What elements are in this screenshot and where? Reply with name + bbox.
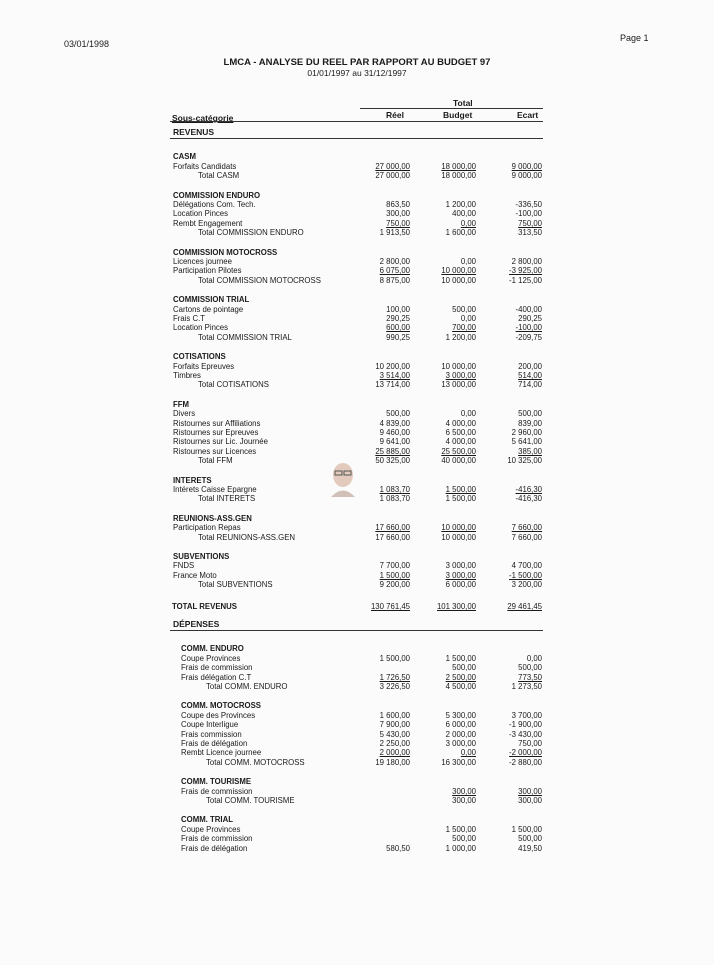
- cell-budget: 1 600,00: [445, 228, 476, 238]
- cell-real: 25 885,00: [375, 446, 410, 456]
- cell-real: 17 660,00: [375, 523, 410, 533]
- cell-budget: 1 500,00: [445, 485, 476, 494]
- cell-budget: 3 000,00: [445, 739, 476, 748]
- row-label: Total INTERETS: [198, 494, 256, 504]
- cell-real: 6 075,00: [379, 266, 410, 276]
- cell-budget: 1 500,00: [445, 653, 476, 663]
- cell-real: 1 726,50: [379, 672, 410, 682]
- cell-budget: 500,00: [452, 834, 476, 844]
- cell-real: 580,50: [386, 843, 410, 853]
- cell-budget: 18 000,00: [441, 171, 476, 181]
- cell-gap: -3 430,00: [509, 729, 542, 739]
- cell-real: 2 250,00: [379, 739, 410, 748]
- cell-budget: 10 000,00: [441, 361, 476, 371]
- row-label: Frais de commission: [181, 834, 253, 844]
- cell-gap: 500,00: [518, 834, 542, 844]
- cell-budget: 10 000,00: [441, 266, 476, 276]
- cell-real: 9 200,00: [379, 580, 410, 590]
- grand-row: [0, 602, 714, 612]
- header-real: Réel: [386, 110, 404, 120]
- cell-gap: 1 500,00: [511, 824, 542, 834]
- cell-budget: 13 000,00: [441, 380, 476, 390]
- cell-real: 1 500,00: [379, 653, 410, 663]
- row-label: Frais de délégation: [181, 843, 248, 853]
- cell-budget: 2 500,00: [445, 672, 476, 682]
- cell-gap: 773,50: [518, 672, 542, 682]
- cell-real: 2 000,00: [379, 748, 410, 758]
- cell-real: 863,50: [386, 200, 410, 209]
- cell-budget: 0,00: [460, 314, 476, 323]
- row-label: Frais de commission: [181, 786, 253, 796]
- cell-budget: 0,00: [460, 218, 476, 228]
- cell-budget: 3 000,00: [445, 570, 476, 580]
- row-label: Total REUNIONS-ASS.GEN: [198, 532, 296, 542]
- cell-real: 290,25: [386, 314, 410, 323]
- cell-real: 990,25: [386, 332, 410, 342]
- row-label: Coupe Provinces: [181, 653, 241, 663]
- row-label: Participation Repas: [173, 523, 241, 533]
- cell-gap: 7 660,00: [511, 532, 542, 542]
- cell-budget: 101 300,00: [436, 601, 476, 611]
- cell-budget: 4 000,00: [445, 437, 476, 447]
- cell-budget: 4 500,00: [445, 682, 476, 691]
- cell-real: 7 900,00: [379, 720, 410, 730]
- cell-real: 130 761,45: [370, 601, 410, 611]
- portrait-stamp-icon: [326, 460, 360, 498]
- row-label: Coupe Provinces: [181, 824, 241, 834]
- row-label: Frais délégation C.T: [181, 672, 252, 682]
- cell-real: 4 839,00: [379, 418, 410, 428]
- cell-real: 27 000,00: [375, 161, 410, 171]
- row-label: Total COMM. ENDURO: [206, 682, 288, 691]
- cell-real: 1 913,50: [379, 228, 410, 238]
- row-label: COMM. ENDURO: [181, 644, 244, 654]
- row-label: Frais de commission: [181, 663, 253, 673]
- cell-real: 5 430,00: [379, 729, 410, 739]
- cell-budget: 10 000,00: [441, 523, 476, 533]
- cell-gap: 200,00: [518, 361, 542, 371]
- row-label: COMM. TRIAL: [181, 815, 233, 825]
- cell-gap: -1 125,00: [509, 275, 542, 285]
- cell-budget: 10 000,00: [441, 275, 476, 285]
- total-row: [0, 533, 714, 543]
- row-label: SUBVENTIONS: [173, 552, 230, 561]
- section-rule: [170, 630, 543, 631]
- row-label: Location Pinces: [173, 323, 229, 333]
- total-column-group: Total: [453, 98, 473, 108]
- total-row: [0, 796, 714, 806]
- header-rule: [170, 121, 543, 122]
- total-row: [0, 228, 714, 238]
- cell-budget: 0,00: [460, 748, 476, 758]
- cell-gap: 7 660,00: [511, 523, 542, 533]
- cell-gap: 9 000,00: [511, 161, 542, 171]
- row-label: Frais commission: [181, 729, 242, 739]
- total-row: [0, 333, 714, 343]
- cell-gap: 750,00: [518, 739, 542, 748]
- row-label: Total FFM: [198, 456, 233, 466]
- cell-budget: 6 000,00: [445, 580, 476, 590]
- cell-gap: 839,00: [518, 418, 542, 428]
- cell-real: 3 514,00: [379, 371, 410, 380]
- cell-budget: 1 500,00: [445, 494, 476, 504]
- cell-real: 2 800,00: [379, 257, 410, 266]
- row-label: REUNIONS-ASS.GEN: [173, 513, 252, 523]
- row-label: Total COTISATIONS: [198, 380, 269, 390]
- cell-gap: 9 000,00: [511, 171, 542, 181]
- row-label: COMMISSION TRIAL: [173, 295, 250, 305]
- cell-real: 27 000,00: [375, 171, 410, 181]
- row-label: DÉPENSES: [173, 619, 220, 629]
- row-label: Total COMMISSION TRIAL: [198, 332, 292, 342]
- header-gap: Ecart: [517, 110, 539, 120]
- cell-gap: -1 500,00: [509, 570, 542, 580]
- cell-gap: -416,30: [515, 494, 542, 504]
- cell-gap: 750,00: [518, 218, 542, 228]
- cell-real: 1 500,00: [379, 570, 410, 580]
- cell-budget: 1 000,00: [445, 843, 476, 853]
- cell-budget: 3 000,00: [445, 561, 476, 571]
- row-label: Timbres: [173, 371, 201, 380]
- cell-gap: 10 325,00: [507, 456, 542, 466]
- cell-budget: 18 000,00: [441, 161, 476, 171]
- cell-gap: 385,00: [518, 446, 542, 456]
- total-row: [0, 380, 714, 390]
- cell-budget: 1 500,00: [445, 824, 476, 834]
- cell-budget: 6 000,00: [445, 720, 476, 730]
- cell-real: 50 325,00: [375, 456, 410, 466]
- row-label: Coupe des Provinces: [181, 710, 256, 720]
- row-label: Frais de délégation: [181, 739, 248, 748]
- row-label: Ristournes sur Lic. Journée: [173, 437, 268, 447]
- cell-gap: 3 200,00: [511, 580, 542, 590]
- cell-gap: -100,00: [515, 209, 542, 219]
- row-label: COMM. MOTOCROSS: [181, 701, 261, 711]
- cell-real: 100,00: [386, 304, 410, 314]
- row-label: COTISATIONS: [173, 352, 226, 362]
- row-label: Ristournes sur Affiliations: [173, 418, 261, 428]
- cell-real: 300,00: [386, 209, 410, 219]
- cell-gap: 4 700,00: [511, 561, 542, 571]
- cell-gap: -209,75: [515, 332, 542, 342]
- cell-budget: 4 000,00: [445, 418, 476, 428]
- cell-gap: 1 273,50: [511, 682, 542, 691]
- cell-real: 750,00: [386, 218, 410, 228]
- cell-budget: 40 000,00: [441, 456, 476, 466]
- report-period: 01/01/1997 au 31/12/1997: [307, 68, 407, 78]
- cell-real: 9 460,00: [379, 428, 410, 437]
- row-label: REVENUS: [173, 127, 215, 137]
- cell-gap: 500,00: [518, 663, 542, 673]
- row-label: COMM. TOURISME: [181, 777, 252, 787]
- cell-gap: 419,50: [518, 843, 542, 853]
- cell-budget: 3 000,00: [445, 371, 476, 380]
- row-label: Ristournes sur Licences: [173, 446, 257, 456]
- row-label: Divers: [173, 409, 196, 419]
- row-label: Total CASM: [198, 171, 240, 181]
- cell-real: 1 600,00: [379, 710, 410, 720]
- header-budget: Budget: [443, 110, 473, 120]
- print-date: 03/01/1998: [64, 39, 110, 49]
- cell-real: 13 714,00: [375, 380, 410, 390]
- total-row: [0, 171, 714, 181]
- cell-gap: 0,00: [526, 653, 542, 663]
- cell-gap: -3 925,00: [509, 266, 542, 276]
- cell-real: 8 875,00: [379, 275, 410, 285]
- cell-budget: 2 000,00: [445, 729, 476, 739]
- report-title: LMCA - ANALYSE DU REEL PAR RAPPORT AU BUDGET 97: [223, 57, 491, 68]
- row-label: Total SUBVENTIONS: [198, 580, 273, 590]
- cell-budget: 5 300,00: [445, 710, 476, 720]
- cell-real: 9 641,00: [379, 437, 410, 447]
- cell-gap: 300,00: [518, 796, 542, 805]
- cell-budget: 6 500,00: [445, 428, 476, 437]
- row-label: COMMISSION ENDURO: [173, 190, 261, 200]
- row-label: FFM: [173, 399, 190, 409]
- cell-gap: -400,00: [515, 304, 542, 314]
- row-label: Total COMMISSION MOTOCROSS: [198, 275, 321, 285]
- section-rule: [170, 138, 543, 139]
- cell-gap: -2 000,00: [509, 748, 542, 758]
- cell-budget: 300,00: [452, 786, 476, 796]
- cell-budget: 300,00: [452, 796, 476, 805]
- row-label: Licences journee: [173, 257, 232, 266]
- cell-gap: 5 641,00: [511, 437, 542, 447]
- cell-gap: 29 461,45: [507, 601, 542, 611]
- row-label: Intérets Caisse Epargne: [173, 485, 257, 494]
- cell-budget: 25 500,00: [441, 446, 476, 456]
- row-label: Total COMM. TOURISME: [206, 796, 295, 805]
- cell-real: 10 200,00: [375, 361, 410, 371]
- row-label: Cartons de pointage: [173, 304, 244, 314]
- total-group-rule: [360, 108, 543, 109]
- row-label: France Moto: [173, 570, 217, 580]
- cell-gap: -336,50: [515, 200, 542, 209]
- cell-real: 600,00: [386, 323, 410, 333]
- cell-budget: 500,00: [452, 663, 476, 673]
- cell-gap: 3 700,00: [511, 710, 542, 720]
- cell-real: 3 226,50: [379, 682, 410, 691]
- cell-gap: 2 800,00: [511, 257, 542, 266]
- header-category: Sous-catégorie: [172, 113, 234, 123]
- row-label: Participation Pilotes: [173, 266, 242, 276]
- row-label: Coupe Interligue: [181, 720, 239, 730]
- cell-budget: 500,00: [452, 304, 476, 314]
- section-row: [0, 619, 714, 629]
- cell-budget: 1 200,00: [445, 332, 476, 342]
- row-label: Total COMMISSION ENDURO: [198, 228, 304, 238]
- cell-gap: 300,00: [518, 786, 542, 796]
- cell-real: 500,00: [386, 409, 410, 419]
- row-label: Ristournes sur Epreuves: [173, 428, 259, 437]
- row-label: CASM: [173, 152, 196, 162]
- total-row: [0, 580, 714, 590]
- total-row: [0, 758, 714, 768]
- cell-budget: 0,00: [460, 257, 476, 266]
- row-label: FNDS: [173, 561, 195, 571]
- cell-real: 19 180,00: [375, 757, 410, 767]
- cell-gap: 290,25: [518, 314, 542, 323]
- cell-gap: -100,00: [515, 323, 542, 333]
- cell-gap: 2 960,00: [511, 428, 542, 437]
- row-label: Délégations Com. Tech.: [173, 200, 256, 209]
- cell-gap: 514,00: [518, 371, 542, 380]
- cell-real: 1 083,70: [379, 494, 410, 504]
- row-label: Total COMM. MOTOCROSS: [206, 757, 305, 767]
- cell-real: 7 700,00: [379, 561, 410, 571]
- row-label: Location Pinces: [173, 209, 229, 219]
- cell-budget: 10 000,00: [441, 532, 476, 542]
- cell-gap: 714,00: [518, 380, 542, 390]
- row-label: Forfaits Candidats: [173, 161, 237, 171]
- total-row: [0, 276, 714, 286]
- cell-real: 1 083,70: [379, 485, 410, 494]
- cell-budget: 16 300,00: [441, 757, 476, 767]
- section-row: [0, 127, 714, 137]
- row-label: TOTAL REVENUS: [172, 601, 237, 611]
- cell-gap: 313,50: [518, 228, 542, 238]
- total-row: [0, 682, 714, 692]
- cell-gap: -1 900,00: [509, 720, 542, 730]
- row-label: Frais C.T: [173, 314, 206, 323]
- row-label: Forfaits Epreuves: [173, 361, 235, 371]
- cell-gap: -416,30: [515, 485, 542, 494]
- row-label: Rembt Engagement: [173, 218, 243, 228]
- cell-budget: 700,00: [452, 323, 476, 333]
- cell-budget: 1 200,00: [445, 200, 476, 209]
- cell-gap: 500,00: [518, 409, 542, 419]
- row-label: INTERETS: [173, 475, 212, 485]
- row-label: COMMISSION MOTOCROSS: [173, 247, 278, 257]
- cell-real: 17 660,00: [375, 532, 410, 542]
- cell-budget: 0,00: [460, 409, 476, 419]
- cell-gap: -2 880,00: [509, 757, 542, 767]
- table-row: [0, 844, 714, 854]
- cell-budget: 400,00: [452, 209, 476, 219]
- page-number: Page 1: [620, 33, 649, 43]
- row-label: Rembt Licence journee: [181, 748, 262, 758]
